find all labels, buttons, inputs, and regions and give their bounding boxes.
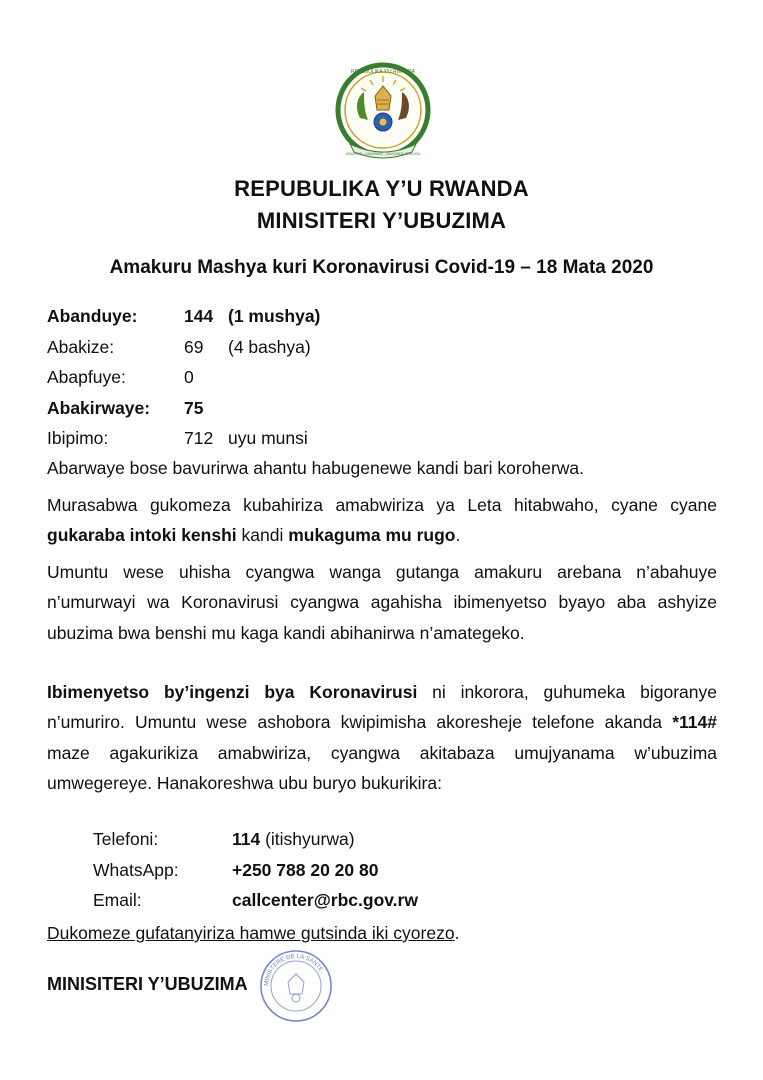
emblem-top-text: REPUBULIKA Y'U RWANDA bbox=[351, 69, 415, 75]
emphasis-symptoms: Ibimenyetso by’ingenzi bya Koronavirusi bbox=[47, 682, 418, 702]
contact-label: Email: bbox=[93, 890, 142, 910]
stat-value: 712 bbox=[184, 428, 214, 448]
stat-row-tests bbox=[47, 423, 320, 454]
contact-phone bbox=[93, 824, 418, 855]
stat-note: uyu munsi bbox=[228, 428, 308, 448]
stat-row-recovered bbox=[47, 332, 320, 363]
national-emblem bbox=[332, 60, 434, 164]
stat-row-active bbox=[47, 393, 320, 424]
stat-value: 0 bbox=[184, 367, 194, 387]
stat-row-deaths bbox=[47, 362, 320, 393]
closing-line bbox=[47, 918, 717, 948]
contact-whatsapp bbox=[93, 855, 418, 886]
phone-number[interactable]: 114 bbox=[232, 829, 261, 849]
text-run: kandi bbox=[236, 525, 289, 546]
closing-period: . bbox=[454, 923, 460, 943]
stat-value: 69 bbox=[184, 336, 204, 357]
stat-value: 75 bbox=[184, 397, 204, 418]
ministry-stamp bbox=[258, 948, 334, 1024]
emphasis-handwashing: gukaraba intoki kenshi bbox=[47, 525, 237, 546]
phone-note: (itishyurwa) bbox=[260, 829, 355, 849]
stat-label: Abakirwaye: bbox=[47, 397, 151, 418]
emphasis-stay-home: mukaguma mu rugo bbox=[288, 525, 456, 546]
paragraph-warning: Umuntu wese uhisha cyangwa wanga gutanga amakuru arebana n’abahuye n’umurwayi wa Koronavirusi cyangwa agahisha ibimenyetso byayo aba ashyize ubuzima bwa benshi mu kaga kandi abihanirwa n’amategeko. bbox=[47, 562, 717, 643]
footer-ministry: MINISITERI Y’UBUZIMA bbox=[47, 974, 248, 994]
emphasis-ussd-code: *114# bbox=[672, 712, 717, 733]
paragraph-guidelines bbox=[47, 490, 717, 551]
stat-label: Abakize: bbox=[47, 336, 115, 357]
header-republic: REPUBULIKA Y’U RWANDA bbox=[234, 176, 529, 201]
paragraph-patients: Abarwaye bose bavurirwa ahantu habugenewe kandi bari koroherwa. bbox=[47, 458, 585, 478]
text-run: Murasabwa gukomeza kubahiriza amabwiriza ya Leta hitabwaho, cyane cyane bbox=[47, 495, 717, 515]
emblem-motto: UBUMWE - UMURIMO - GUKUNDA IGIHUGU bbox=[345, 152, 421, 156]
paragraph-symptoms bbox=[47, 677, 717, 799]
contacts-list bbox=[93, 824, 418, 916]
contact-label: WhatsApp: bbox=[93, 859, 179, 880]
stat-row-infected bbox=[47, 301, 320, 332]
header-ministry: MINISITERI Y’UBUZIMA bbox=[256, 208, 507, 233]
stat-note: (1 mushya) bbox=[228, 306, 321, 326]
stat-note: (4 bashya) bbox=[228, 336, 311, 357]
stamp-text: MINISTERE DE LA SANTE bbox=[263, 953, 324, 987]
stat-label: Abanduye: bbox=[47, 306, 138, 326]
contact-email bbox=[93, 885, 418, 916]
closing-text: Dukomeze gufatanyiriza hamwe gutsinda iki cyorezo bbox=[47, 923, 455, 943]
whatsapp-number[interactable]: +250 788 20 20 80 bbox=[232, 859, 379, 880]
text-run: . bbox=[455, 525, 461, 546]
contact-label: Telefoni: bbox=[93, 829, 159, 849]
stat-label: Abapfuye: bbox=[47, 367, 126, 387]
page-title: Amakuru Mashya kuri Koronavirusi Covid-19 – 18 Mata 2020 bbox=[109, 257, 654, 278]
text-run: ni inkorora, guhumeka bigoranye n’umuriro. Umuntu wese ashobora kwipimisha akoresheje telefone akanda bbox=[47, 682, 717, 733]
stat-value: 144 bbox=[184, 306, 214, 326]
stats-table bbox=[47, 301, 320, 454]
text-run: maze agakurikiza amabwiriza, cyangwa akitabaza umujyanama w’ubuzima umwegereye. Hanakoreshwa ubu buryo bukurikira: bbox=[47, 742, 717, 794]
stat-label: Ibipimo: bbox=[47, 428, 109, 448]
email-address[interactable]: callcenter@rbc.gov.rw bbox=[232, 890, 418, 910]
